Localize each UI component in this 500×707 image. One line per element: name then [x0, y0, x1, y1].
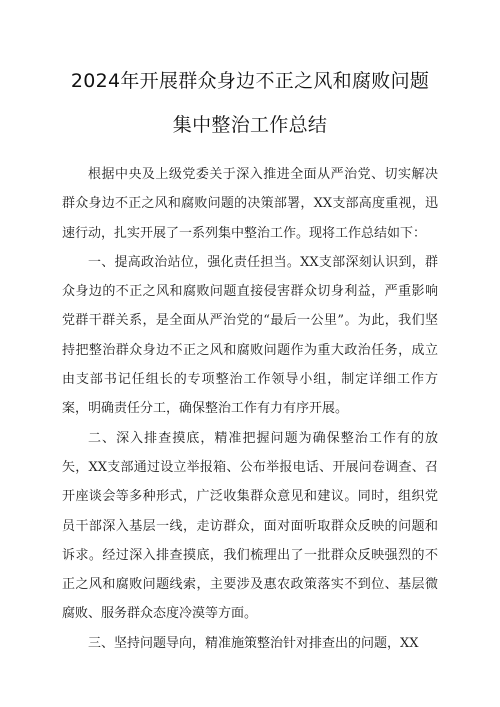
section-1-paragraph: 一、提高政治站位，强化责任担当。XX支部深刻认识到，群众身边的不正之风和腐败问题直接侵害群众切身利益，严重影响党群干群关系，是全面从严治党的“最后一公里”。为此，我们坚持把整治群众身边不正之风和腐败问题作为重大政治任务，成立由支部书记任组长的专项整治工作领导小组，制定详细工作方案，明确责任分工，确保整治工作有力有序开展。 — [62, 254, 438, 417]
section-3-paragraph: 三、坚持问题导向，精准施策整治针对排查出的问题，XX — [88, 635, 419, 651]
intro-paragraph: 根据中央及上级党委关于深入推进全面从严治党、切实解决群众身边不正之风和腐败问题的决策部署，XX支部高度重视，迅速行动，扎实开展了一系列集中整治工作。现将工作总结如下： — [62, 167, 438, 241]
section-2-paragraph: 二、深入排查摸底，精准把握问题为确保整治工作有的放矢，XX支部通过设立举报箱、公布举报电话、开展问卷调查、召开座谈会等多种形式，广泛收集群众意见和建议。同时，组织党员干部深入基层一线，走访群众，面对面听取群众反映的问题和诉求。经过深入排查摸底，我们梳理出了一批群众反映强烈的不正之风和腐败问题线索，主要涉及惠农政策落实不到位、基层微腐败、服务群众态度冷漠等方面。 — [62, 430, 438, 622]
document-title-line-2: 集中整治工作总结 — [172, 114, 328, 136]
document-title-line-1: 2024年开展群众身边不正之风和腐败问题 — [70, 70, 430, 92]
document-body — [62, 160, 438, 658]
